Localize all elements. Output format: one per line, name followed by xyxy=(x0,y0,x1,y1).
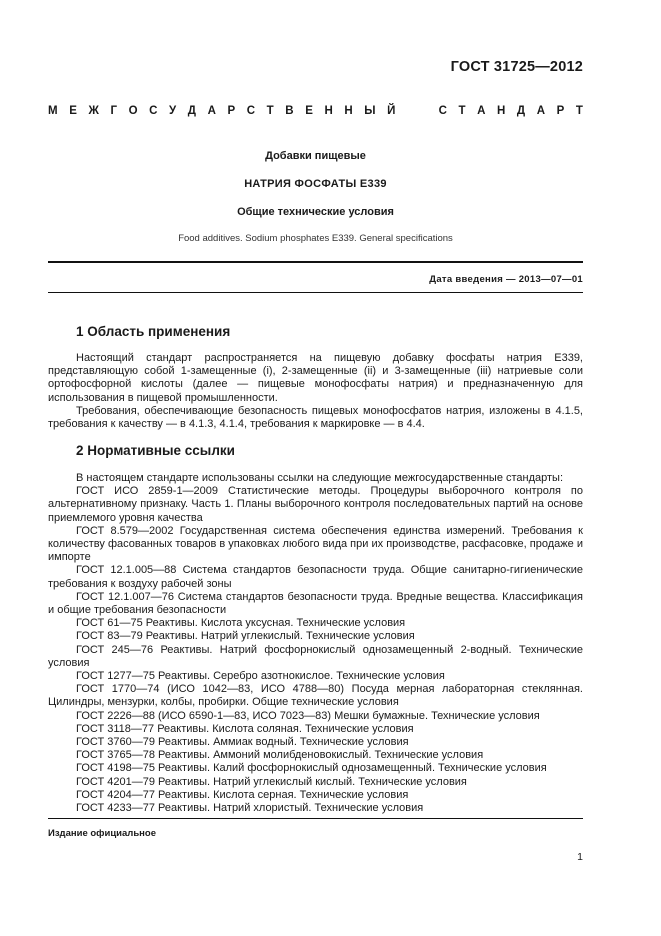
banner-letter: Й xyxy=(387,105,396,117)
reference-item: ГОСТ 1770—74 (ИСО 1042—83, ИСО 4788—80) Посуда мерная лабораторная стеклянная. Цилиндры, мензурки, колбы, пробирки. Общие технические условия xyxy=(48,683,583,709)
banner-letter: В xyxy=(285,105,294,117)
banner-letter: Т xyxy=(458,105,466,117)
reference-item: ГОСТ 12.1.005—88 Система стандартов безопасности труда. Общие санитарно-гигиенические требования к воздуху рабочей зоны xyxy=(48,564,583,590)
title-line-1: Добавки пищевые xyxy=(265,150,366,162)
banner-letter: Н xyxy=(344,105,353,117)
title-line-2: НАТРИЯ ФОСФАТЫ Е339 xyxy=(244,178,387,190)
reference-item: ГОСТ 245—76 Реактивы. Натрий фосфорнокислый однозамещенный 2-водный. Технические условия xyxy=(48,643,583,669)
reference-item: ГОСТ 4233—77 Реактивы. Натрий хлористый. Технические условия xyxy=(76,802,424,815)
banner-letter: А xyxy=(207,105,216,117)
banner-letter: А xyxy=(477,105,486,117)
banner-letter: С xyxy=(438,105,447,117)
reference-item: ГОСТ 3765—78 Реактивы. Аммоний молибденовокислый. Технические условия xyxy=(76,749,484,762)
banner-letter: Т xyxy=(266,105,274,117)
banner-letter: Т xyxy=(575,105,583,117)
divider-thick xyxy=(48,261,583,263)
reference-item: ГОСТ 4198—75 Реактивы. Калий фосфорнокислый однозамещенный. Технические условия xyxy=(76,762,547,775)
reference-item: ГОСТ 8.579—2002 Государственная система обеспечения единства измерений. Требования к количеству фасованных товаров в упаковках любого вида при их производстве, расфасовке, продаже и импорте xyxy=(48,524,583,564)
banner-letter: С xyxy=(246,105,256,117)
document-number: ГОСТ 31725—2012 xyxy=(450,59,583,75)
banner-letter: Д xyxy=(516,105,526,117)
banner-word-gap xyxy=(407,105,427,117)
section-1-body xyxy=(48,352,583,431)
reference-item: ГОСТ 4201—79 Реактивы. Натрий углекислый кислый. Технические условия xyxy=(76,775,467,788)
divider-thin xyxy=(48,292,583,293)
reference-item: ГОСТ ИСО 2859-1—2009 Статистические методы. Процедуры выборочного контроля по альтернативному признаку. Часть 1. Планы выборочного контроля последовательных партий на основе приемлемого уровня качества xyxy=(48,485,583,524)
reference-item: ГОСТ 83—79 Реактивы. Натрий углекислый. Технические условия xyxy=(76,630,415,643)
reference-item: ГОСТ 3760—79 Реактивы. Аммиак водный. Технические условия xyxy=(76,736,409,749)
banner-letter: Ж xyxy=(88,105,99,117)
paragraph: Требования, обеспечивающие безопасность пищевых монофосфатов натрия, изложены в 4.1.5, требования к качеству — в 4.1.3, 4.1.4, требования к маркировке — в 4.4. xyxy=(48,404,583,431)
interstate-standard-banner xyxy=(48,105,583,117)
introduction-date: Дата введения — 2013—07—01 xyxy=(429,274,583,285)
banner-letter: У xyxy=(169,105,177,117)
english-title: Food additives. Sodium phosphates E339. General specifications xyxy=(178,233,453,244)
reference-item: ГОСТ 4204—77 Реактивы. Кислота серная. Технические условия xyxy=(76,788,409,801)
banner-letter: Г xyxy=(110,105,117,117)
banner-letter: О xyxy=(128,105,138,117)
reference-item: ГОСТ 3118—77 Реактивы. Кислота соляная. Технические условия xyxy=(76,722,414,735)
reference-item: ГОСТ 12.1.007—76 Система стандартов безопасности труда. Вредные вещества. Классификация и общие требования безопасности xyxy=(48,590,583,617)
banner-letter: А xyxy=(536,105,546,117)
section-2-heading: 2 Нормативные ссылки xyxy=(76,443,235,458)
section-1-heading: 1 Область применения xyxy=(76,324,231,339)
banner-letter: Н xyxy=(324,105,333,117)
official-edition-label: Издание официальное xyxy=(48,828,156,839)
banner-letter: Р xyxy=(227,105,236,117)
banner-letter: Е xyxy=(305,105,313,117)
reference-item: ГОСТ 2226—88 (ИСО 6590-1—83, ИСО 7023—83) Мешки бумажные. Технические условия xyxy=(76,709,540,722)
banner-letter: М xyxy=(48,105,58,117)
banner-letter: С xyxy=(149,105,158,117)
section-2-body xyxy=(48,472,583,815)
reference-item: ГОСТ 1277—75 Реактивы. Серебро азотнокислое. Технические условия xyxy=(76,670,445,683)
banner-letter: Н xyxy=(497,105,506,117)
reference-item: ГОСТ 61—75 Реактивы. Кислота уксусная. Технические условия xyxy=(76,617,406,630)
banner-letter: Ы xyxy=(364,105,376,117)
paragraph: Настоящий стандарт распространяется на пищевую добавку фосфаты натрия Е339, представляющую собой 1-замещенные (i), 2-замещенные (ii) и 3-замещенные (iii) натриевые соли ортофосфорной кислоты (далее — пищевые монофосфаты натрия) и предназначенную для использования в пищевой промышленности. xyxy=(48,352,583,404)
banner-letter: Д xyxy=(187,105,196,117)
paragraph: В настоящем стандарте использованы ссылки на следующие межгосударственные стандарты: xyxy=(76,472,564,484)
banner-letter: Е xyxy=(69,105,77,117)
page-number: 1 xyxy=(577,851,583,863)
footer-divider xyxy=(48,818,583,819)
title-line-3: Общие технические условия xyxy=(237,206,394,218)
banner-letter: Р xyxy=(556,105,565,117)
